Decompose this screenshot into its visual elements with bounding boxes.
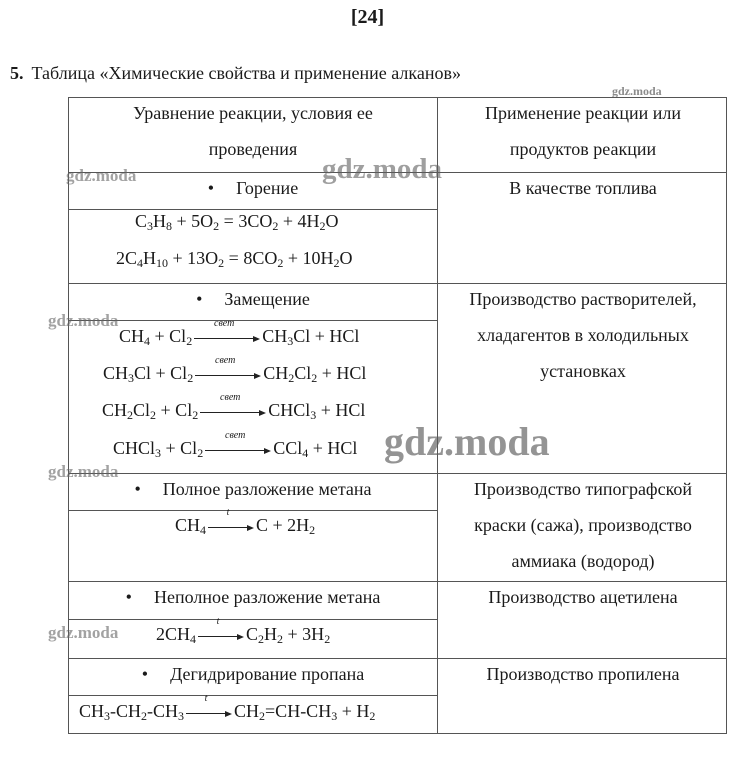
section-substitution: • Замещение	[69, 281, 437, 317]
formula-text: H	[143, 248, 157, 268]
formula-text: CH	[102, 400, 128, 420]
reaction-arrow	[195, 355, 261, 378]
application-substitution	[438, 281, 728, 389]
formula-subscript: 3	[104, 709, 111, 723]
application-line: Производство типографской	[473, 479, 693, 499]
formula-subscript: 3	[178, 709, 185, 723]
formula-subscript: 2	[127, 408, 134, 422]
formula-subscript: 2	[197, 446, 204, 460]
header-right-line: Применение реакции или	[485, 103, 681, 123]
formula-text: -CH	[110, 701, 142, 721]
formula-text: CHCl	[268, 400, 311, 420]
application-line: В качестве топлива	[509, 178, 657, 198]
watermark: gdz.moda	[322, 153, 443, 185]
formula-subscript: 2	[218, 256, 225, 270]
reaction-condition: свет	[220, 392, 241, 403]
formula-text: C	[135, 211, 148, 231]
formula-text: Cl + HCl	[293, 326, 360, 346]
formula-text: CH	[119, 326, 145, 346]
task-number: 5.	[10, 63, 24, 83]
formula-text: + 3H	[283, 624, 325, 644]
formula-subscript: 4	[137, 256, 144, 270]
reaction-arrow	[200, 392, 266, 415]
equation	[79, 693, 376, 723]
formula-text: 3CO	[238, 211, 273, 231]
formula-subscript: 2	[150, 408, 157, 422]
formula-text: + Cl	[150, 326, 187, 346]
application-full-decomposition	[438, 471, 728, 579]
section-combustion: • Горение	[69, 170, 437, 206]
formula-text: CH	[103, 363, 129, 383]
formula-text: + H	[337, 701, 370, 721]
application-combustion	[438, 170, 728, 206]
formula-text: + 10H	[283, 248, 334, 268]
formula-text: + HCl	[317, 363, 367, 383]
formula-text: 8CO	[243, 248, 278, 268]
header-right-line: продуктов реакции	[509, 139, 657, 159]
application-line: хладагентов в холодильных	[477, 325, 689, 345]
formula-text: O	[339, 248, 353, 268]
watermark: gdz.moda	[48, 311, 119, 330]
formula-text: + 5O	[172, 211, 214, 231]
reaction-condition: t	[226, 507, 230, 518]
formula-subscript: 2	[272, 219, 279, 233]
equation	[116, 248, 353, 269]
watermark: gdz.moda	[48, 462, 119, 481]
formula-subscript: 4	[200, 523, 207, 537]
section-partial-decomposition: • Неполное разложение метана	[69, 579, 437, 615]
formula-subscript: 10	[156, 256, 169, 270]
formula-subscript: 2	[277, 256, 284, 270]
equation	[103, 355, 367, 385]
formula-subscript: 3	[155, 446, 162, 460]
formula-subscript: 3	[287, 334, 294, 348]
formula-text: Cl	[133, 400, 151, 420]
row-divider	[69, 209, 437, 210]
formula-subscript: 2	[259, 709, 266, 723]
formula-text: + Cl	[156, 400, 193, 420]
formula-subscript: 3	[147, 219, 154, 233]
formula-text: + Cl	[161, 438, 198, 458]
formula-subscript: 2	[213, 219, 220, 233]
reaction-arrow	[208, 507, 254, 530]
watermark: gdz.moda	[384, 419, 550, 464]
formula-subscript: 4	[190, 632, 197, 646]
formula-text: CH	[175, 515, 201, 535]
equation	[119, 318, 360, 348]
formula-text: 2CH	[156, 624, 191, 644]
watermark: gdz.moda	[48, 623, 119, 642]
formula-subscript: 2	[141, 709, 148, 723]
formula-text: CCl	[273, 438, 303, 458]
header-left-line: проведения	[208, 139, 298, 159]
application-dehydrogenation	[438, 656, 728, 692]
formula-text: C	[246, 624, 259, 644]
reaction-arrow	[205, 430, 271, 453]
reaction-condition: свет	[225, 430, 246, 441]
formula-subscript: 2	[258, 632, 265, 646]
formula-subscript: 4	[302, 446, 309, 460]
application-line: Производство пропилена	[486, 664, 680, 684]
formula-text: 2C	[116, 248, 138, 268]
watermark: gdz.moda	[66, 166, 137, 185]
equation	[113, 430, 358, 460]
formula-subscript: 2	[369, 709, 376, 723]
application-line: аммиака (водород)	[511, 551, 655, 571]
formula-text: Cl + Cl	[134, 363, 188, 383]
formula-text: =CH-CH	[265, 701, 332, 721]
formula-text: + HCl	[316, 400, 366, 420]
section-dehydrogenation: • Дегидрирование пропана	[69, 656, 437, 692]
application-line: Производство ацетилена	[488, 587, 678, 607]
reaction-arrow	[186, 693, 232, 716]
formula-text: + 13O	[168, 248, 219, 268]
reaction-condition: t	[204, 693, 208, 704]
formula-subscript: 2	[324, 632, 331, 646]
formula-text: C + 2H	[256, 515, 310, 535]
application-partial-decomposition	[438, 579, 728, 615]
formula-subscript: 2	[333, 256, 340, 270]
reaction-condition: t	[216, 616, 220, 627]
task-title-text: Таблица «Химические свойства и применение алканов»	[31, 63, 461, 83]
formula-text: CH	[262, 326, 288, 346]
equals-sign: =	[224, 248, 244, 268]
reaction-condition: свет	[214, 318, 235, 329]
formula-text: H	[264, 624, 278, 644]
alkanes-table	[68, 97, 727, 734]
formula-subscript: 2	[288, 371, 295, 385]
task-title	[10, 63, 461, 84]
formula-subscript: 8	[166, 219, 173, 233]
row-divider	[69, 619, 437, 620]
header-right	[438, 95, 728, 167]
equation	[135, 211, 339, 232]
formula-subscript: 2	[277, 632, 284, 646]
formula-subscript: 2	[309, 523, 316, 537]
formula-text: -CH	[147, 701, 179, 721]
row-divider	[69, 695, 437, 696]
equation	[156, 616, 331, 646]
equation	[175, 507, 316, 537]
formula-subscript: 2	[186, 334, 193, 348]
watermark: gdz.moda	[612, 84, 662, 98]
formula-text: + HCl	[308, 438, 358, 458]
formula-text: H	[153, 211, 167, 231]
formula-subscript: 2	[187, 371, 194, 385]
formula-subscript: 2	[319, 219, 326, 233]
section-full-decomposition: • Полное разложение метана	[69, 471, 437, 507]
reaction-arrow	[194, 318, 260, 341]
formula-text: O	[325, 211, 339, 231]
formula-text: CH	[79, 701, 105, 721]
formula-subscript: 3	[128, 371, 135, 385]
row-divider	[69, 510, 437, 511]
formula-subscript: 4	[144, 334, 151, 348]
page-number: [24]	[350, 6, 385, 28]
formula-text: CHCl	[113, 438, 156, 458]
header-left-line: Уравнение реакции, условия ее	[133, 103, 373, 123]
application-line: краски (сажа), производство	[474, 515, 692, 535]
formula-text: CH	[263, 363, 289, 383]
equation	[102, 392, 366, 422]
formula-text: Cl	[294, 363, 312, 383]
application-line: Производство растворителей,	[469, 289, 697, 309]
formula-subscript: 3	[331, 709, 338, 723]
application-line: установках	[540, 361, 626, 381]
formula-text: + 4H	[278, 211, 320, 231]
formula-subscript: 2	[311, 371, 318, 385]
reaction-condition: свет	[215, 355, 236, 366]
formula-subscript: 3	[310, 408, 317, 422]
reaction-arrow	[198, 616, 244, 639]
formula-text: CH	[234, 701, 260, 721]
formula-subscript: 2	[192, 408, 199, 422]
equals-sign: =	[219, 211, 239, 231]
